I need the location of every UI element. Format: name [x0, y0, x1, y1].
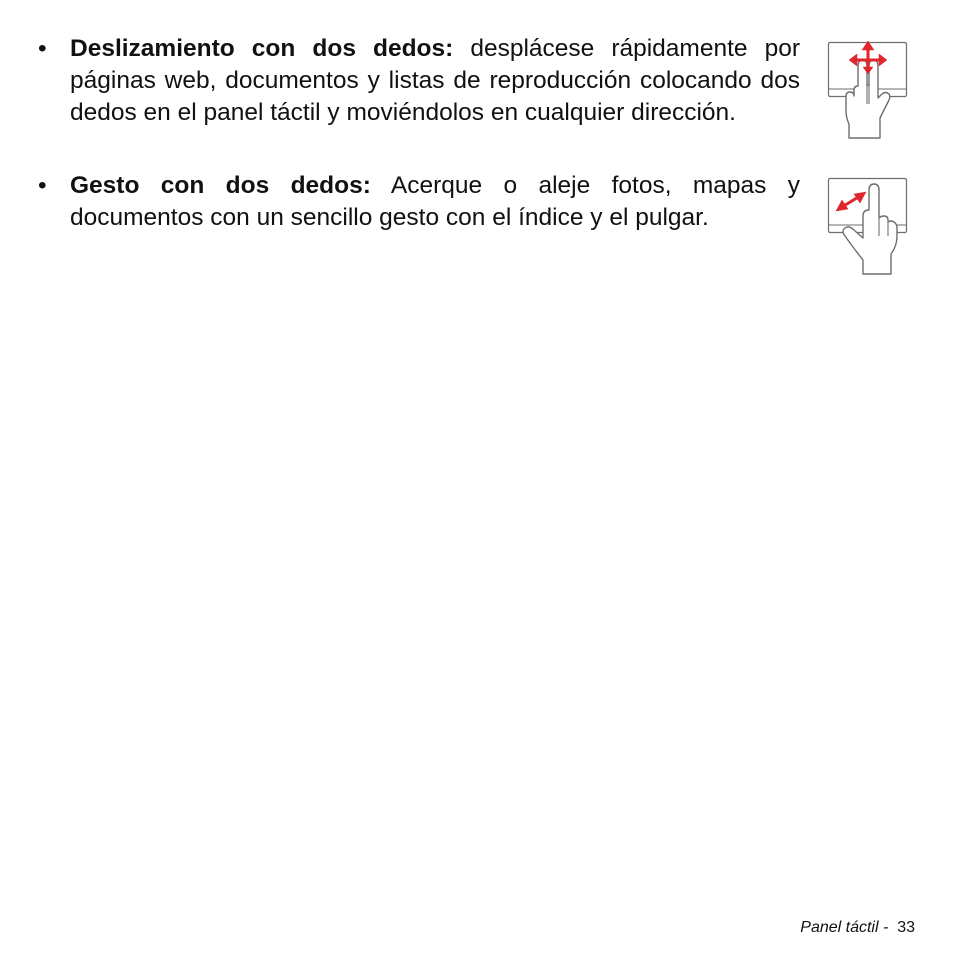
bullet-description: desplácese rápidamente por páginas web, documentos y listas de reproducción colocando dos dedos en el panel táctil y moviéndolos en cualquier dirección.: [70, 35, 800, 126]
bullet-item-two-finger-scroll: [38, 33, 800, 129]
bullet-paragraph: [70, 170, 800, 234]
page-number: 33: [897, 919, 915, 936]
bullet-item-two-finger-pinch: [38, 170, 800, 234]
two-finger-scroll-gesture-icon: [827, 40, 909, 140]
bullet-dot: •: [38, 172, 47, 199]
bullet-dot: •: [38, 35, 47, 62]
page-footer: [800, 918, 915, 938]
bullet-paragraph: [70, 33, 800, 129]
bullet-term: Deslizamiento con dos dedos:: [70, 35, 454, 62]
bullet-description: Acerque o aleje fotos, mapas y documentos con un sencillo gesto con el índice y el pulgar.: [70, 172, 800, 231]
two-finger-pinch-gesture-icon: [827, 176, 909, 276]
footer-section-title: Panel táctil: [800, 919, 879, 936]
bullet-term: Gesto con dos dedos:: [70, 172, 371, 199]
footer-separator: -: [878, 919, 898, 936]
